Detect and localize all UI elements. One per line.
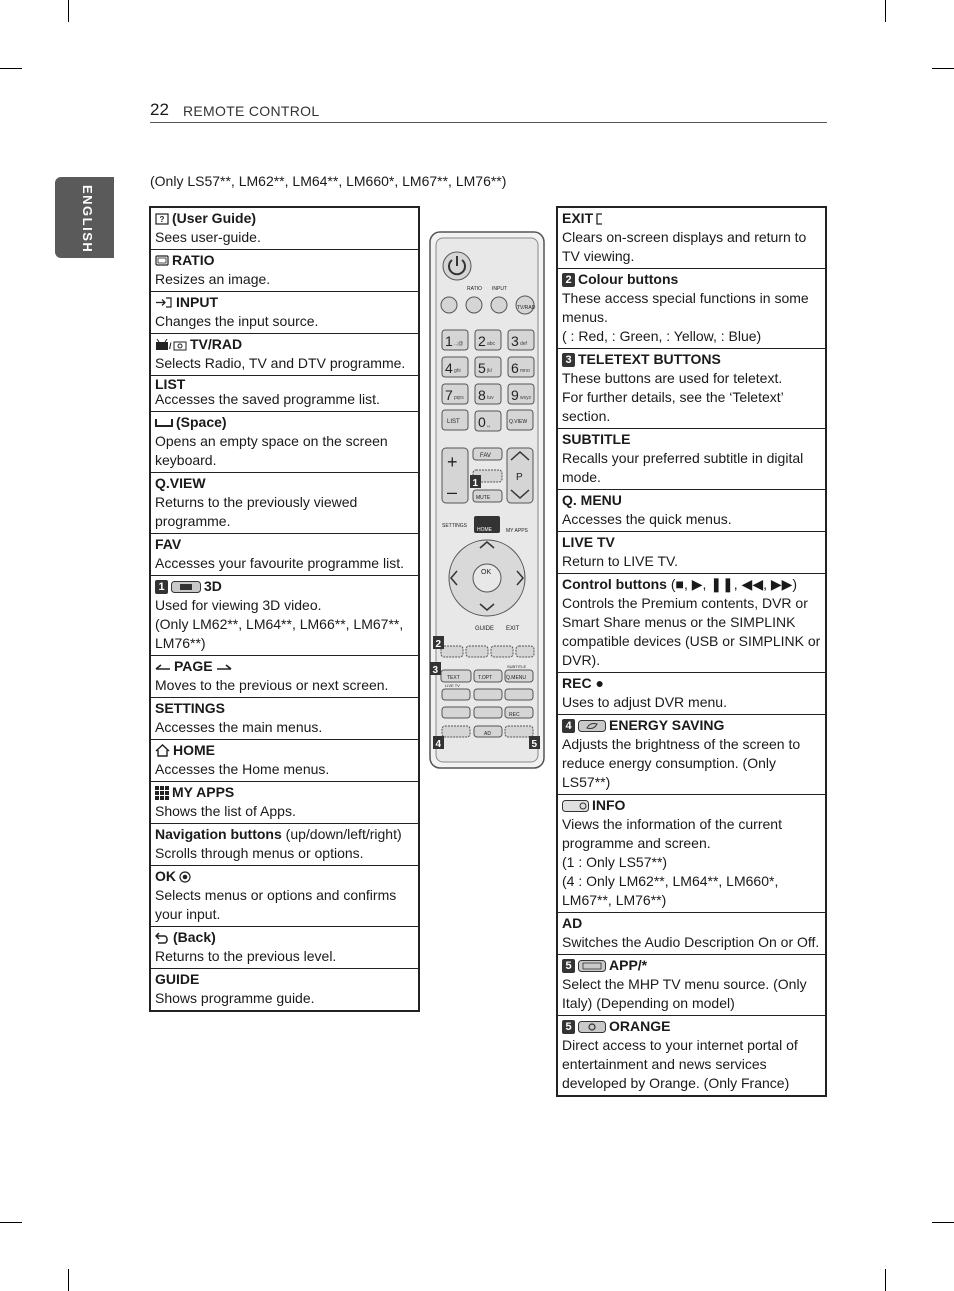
page-header	[150, 98, 827, 123]
app-button	[505, 726, 533, 737]
svg-text:4: 4	[435, 739, 442, 750]
entry-live-tv	[558, 531, 825, 573]
entry-orange	[558, 1015, 825, 1095]
entry-desc: Controls the Premium contents, DVR or Smart Share menus or the SIMPLINK compatible devices (USB or SIMPLINK or DVR).	[562, 595, 821, 668]
entry-title: ORANGE	[609, 1018, 671, 1034]
entry-desc: Accesses your favourite programme list.	[155, 555, 404, 571]
entry-desc: Accesses the Home menus.	[155, 761, 330, 777]
section-title: REMOTE CONTROL	[183, 103, 320, 119]
entry-app	[558, 954, 825, 1015]
entry-qmenu	[558, 489, 825, 531]
remote-settings-label: SETTINGS	[442, 523, 468, 529]
input-button	[491, 297, 507, 313]
crop-mark	[885, 0, 886, 22]
energy-saving-button	[442, 726, 470, 737]
entry-exit	[558, 208, 825, 268]
right-description-table	[556, 206, 827, 1097]
callout-badge: 1	[155, 580, 168, 594]
entry-desc: Select the MHP TV menu source. (Only Italy) (Depending on model)	[562, 976, 807, 1011]
rewind-button	[442, 707, 470, 718]
svg-text:3: 3	[432, 665, 439, 676]
remote-mute-label: MUTE	[476, 495, 491, 501]
entry-title: INFO	[592, 797, 626, 813]
entry-title: ENERGY SAVING	[609, 717, 725, 733]
entry-desc: Used for viewing 3D video. (Only LM62**, LM64**, LM66**, LM67**, LM76**)	[155, 597, 404, 651]
entry-energy-saving	[558, 714, 825, 794]
entry-desc: Resizes an image.	[155, 271, 271, 287]
svg-text:?: ?	[159, 214, 165, 224]
entry-home	[151, 739, 418, 781]
ratio-icon	[155, 255, 169, 266]
number-key-digit: 2	[478, 333, 486, 349]
number-key-letters: tuv	[487, 395, 494, 401]
entry-desc: These access special functions in some menus. ( : Red, : Green, : Yellow, : Blue)	[562, 290, 809, 344]
crop-mark	[885, 1269, 886, 1291]
entry-desc: Shows the list of Apps.	[155, 803, 296, 819]
entry-title: Q. MENU	[562, 492, 622, 508]
entry-desc: Opens an empty space on the screen keyboard.	[155, 433, 388, 468]
entry-colour-buttons	[558, 268, 825, 348]
number-key-letters: .,;@	[454, 341, 464, 347]
entry-desc: Uses to adjust DVR menu.	[562, 694, 727, 710]
remote-myapps-label: MY APPS	[506, 528, 528, 534]
entry-title: TV/RAD	[190, 336, 243, 352]
entry-subtitle	[558, 428, 825, 489]
entry-title: LIST	[155, 376, 186, 392]
callout-badge: 5	[562, 959, 575, 973]
user-guide-button	[441, 297, 457, 313]
number-key-letters: ghi	[454, 368, 461, 374]
number-key-letters: ␣	[487, 422, 491, 428]
entry-desc: Views the information of the current programme and screen. (1 : Only LS57**) (4 : Only LM62**, LM64**, LM660*, LM67**, LM76**)	[562, 816, 782, 908]
entry-desc: Accesses the quick menus.	[562, 511, 732, 527]
number-key-letters: wxyz	[520, 395, 532, 401]
entry-title: Colour buttons	[578, 271, 679, 287]
entry-title: RATIO	[172, 252, 215, 268]
my-apps-icon	[155, 786, 169, 800]
app-icon	[578, 960, 606, 972]
colour-buttons	[441, 646, 534, 657]
entry-desc: Selects Radio, TV and DTV programme.	[155, 355, 406, 371]
entry-desc: Accesses the main menus.	[155, 719, 323, 735]
remote-list-label: LIST	[447, 419, 460, 425]
number-key-digit: 4	[445, 360, 453, 376]
play-button	[474, 689, 502, 700]
entry-title: FAV	[155, 536, 182, 552]
callout-badge: 5	[562, 1020, 575, 1034]
left-description-table	[149, 206, 420, 1012]
remote-badge-5	[529, 736, 540, 750]
entry-rec	[558, 672, 825, 714]
power-button	[443, 252, 471, 280]
number-key-digit: 0	[478, 414, 486, 430]
entry-desc: Switches the Audio Description On or Off.	[562, 934, 820, 950]
entry-desc: Accesses the saved programme list.	[155, 391, 380, 407]
entry-guide	[151, 968, 418, 1010]
entry-ratio	[151, 249, 418, 291]
remote-home-label: HOME	[477, 527, 492, 533]
entry-title-suffix: (■, ▶, ❚❚, ◀◀, ▶▶)	[666, 576, 798, 592]
3d-icon	[171, 581, 201, 593]
remote-tvrad-label: TV/RAD	[517, 305, 536, 311]
input-icon	[155, 297, 173, 308]
volume-up-icon: +	[447, 452, 458, 472]
number-key-digit: 6	[511, 360, 519, 376]
remote-livetv-label: LIVE TV	[445, 683, 460, 688]
remote-ok-label: OK	[481, 569, 492, 576]
crop-mark	[68, 1269, 69, 1291]
number-key-digit: 8	[478, 387, 486, 403]
number-key-digit: 3	[511, 333, 519, 349]
entry-desc: Returns to the previously viewed programme.	[155, 494, 358, 529]
pause-button	[505, 689, 533, 700]
entry-desc: Moves to the previous or next screen.	[155, 677, 389, 693]
callout-badge: 2	[562, 273, 575, 287]
number-key-digit: 7	[445, 387, 453, 403]
entry-myapps	[151, 781, 418, 823]
models-note: (Only LS57**, LM62**, LM64**, LM660*, LM67**, LM76**)	[150, 173, 507, 189]
remote-p-label: P	[516, 472, 523, 483]
number-key-letters: mno	[520, 368, 530, 374]
entry-title: TELETEXT BUTTONS	[578, 351, 721, 367]
entry-tvrad	[151, 333, 418, 375]
entry-qview	[151, 472, 418, 533]
energy-saving-icon	[578, 720, 606, 732]
svg-text:2: 2	[435, 639, 442, 650]
entry-title: PAGE	[174, 658, 213, 674]
entry-ok	[151, 865, 418, 926]
entry-desc: Scrolls through menus or options.	[155, 845, 364, 861]
entry-teletext	[558, 348, 825, 428]
number-key-letters: jkl	[487, 368, 492, 374]
entry-title: APP/*	[609, 957, 648, 973]
page-prev-icon	[155, 663, 171, 671]
entry-navigation	[151, 823, 418, 865]
crop-mark	[932, 68, 954, 69]
entry-settings	[151, 697, 418, 739]
space-icon	[155, 418, 173, 428]
entry-desc: Recalls your preferred subtitle in digital mode.	[562, 450, 804, 485]
stop-button	[442, 689, 470, 700]
orange-at-icon	[578, 1021, 606, 1033]
number-key-letters: pqrs	[454, 395, 464, 401]
volume-down-icon: –	[447, 482, 458, 502]
remote-subtitle-label: SUBTITLE	[507, 664, 527, 669]
entry-fav	[151, 533, 418, 575]
svg-text:5: 5	[531, 739, 538, 750]
exit-icon	[596, 213, 604, 225]
callout-badge: 4	[562, 719, 575, 733]
fast-forward-button	[474, 707, 502, 718]
remote-qview-label: Q.VIEW	[509, 419, 528, 425]
crop-mark	[932, 1222, 954, 1223]
remote-rec-label: REC	[509, 712, 520, 718]
language-tab	[55, 177, 114, 258]
back-icon	[155, 932, 170, 944]
remote-badge-2	[433, 636, 444, 650]
crop-mark	[0, 1222, 22, 1223]
entry-title-suffix: (up/down/left/right)	[281, 826, 402, 842]
entry-desc: Direct access to your internet portal of entertainment and news services developed by Orange. (Only France)	[562, 1037, 798, 1091]
remote-text-label: TEXT	[447, 675, 460, 681]
entry-control-buttons	[558, 573, 825, 672]
entry-desc: Changes the input source.	[155, 313, 319, 329]
remote-ratio-label: RATIO	[467, 286, 482, 292]
entry-title: EXIT	[562, 210, 594, 226]
remote-exit-label: EXIT	[506, 626, 520, 632]
ok-icon	[179, 871, 191, 883]
entry-back	[151, 926, 418, 968]
svg-text:/: /	[169, 340, 172, 351]
entry-title: OK	[155, 868, 176, 884]
entry-title: (User Guide)	[172, 210, 257, 226]
page-next-icon	[216, 663, 232, 671]
remote-input-label: INPUT	[492, 286, 507, 292]
entry-info	[558, 794, 825, 912]
callout-badge: 3	[562, 353, 575, 367]
remote-badge-4	[433, 736, 444, 750]
entry-title: MY APPS	[172, 784, 235, 800]
entry-title: GUIDE	[155, 971, 200, 987]
entry-title: (Space)	[176, 414, 227, 430]
number-key-letters: def	[520, 341, 527, 347]
entry-3d	[151, 575, 418, 655]
entry-page	[151, 655, 418, 697]
remote-control-illustration	[428, 230, 546, 770]
entry-title: 3D	[204, 578, 222, 594]
number-key-digit: 9	[511, 387, 519, 403]
entry-list	[151, 375, 418, 411]
entry-desc: Return to LIVE TV.	[562, 553, 678, 569]
entry-title: Control buttons	[562, 576, 667, 592]
remote-ad-label: AD	[484, 731, 491, 737]
remote-badge-3	[430, 662, 441, 676]
svg-text:1: 1	[472, 478, 479, 489]
remote-topt-label: T.OPT	[478, 675, 493, 681]
entry-title: AD	[562, 915, 583, 931]
entry-title: Q.VIEW	[155, 475, 206, 491]
tv-radio-icon	[155, 339, 187, 351]
entry-title: LIVE TV	[562, 534, 615, 550]
number-key-digit: 5	[478, 360, 486, 376]
remote-qmenu-label: Q.MENU	[506, 675, 526, 681]
remote-guide-label: GUIDE	[475, 626, 495, 632]
language-tab-label: ENGLISH	[80, 185, 95, 254]
entry-title: REC ●	[562, 675, 604, 691]
entry-ad	[558, 912, 825, 954]
entry-title: (Back)	[173, 929, 216, 945]
remote-badge-1	[470, 475, 481, 489]
ratio-button	[466, 297, 482, 313]
entry-desc: These buttons are used for teletext. For further details, see the ‘Teletext’ section.	[562, 370, 784, 424]
entry-desc: Adjusts the brightness of the screen to reduce energy consumption. (Only LS57**)	[562, 736, 801, 790]
entry-input	[151, 291, 418, 333]
entry-user-guide	[151, 208, 418, 249]
crop-mark	[68, 0, 69, 22]
page-number: 22	[150, 100, 169, 119]
user-guide-icon	[155, 213, 169, 225]
entry-title: INPUT	[176, 294, 218, 310]
home-icon	[155, 744, 170, 757]
entry-title: SETTINGS	[155, 700, 226, 716]
entry-desc: Selects menus or options and confirms your input.	[155, 887, 397, 922]
info-icon	[562, 800, 589, 812]
number-key-letters: abc	[487, 341, 496, 347]
entry-title: HOME	[173, 742, 215, 758]
entry-desc: Sees user-guide.	[155, 229, 261, 245]
entry-title: Navigation buttons	[155, 826, 282, 842]
entry-desc: Shows programme guide.	[155, 990, 315, 1006]
number-key-digit: 1	[445, 333, 453, 349]
entry-desc: Clears on-screen displays and return to TV viewing.	[562, 229, 807, 264]
entry-desc: Returns to the previous level.	[155, 948, 337, 964]
entry-title: SUBTITLE	[562, 431, 631, 447]
remote-fav-label: FAV	[480, 453, 491, 459]
crop-mark	[0, 68, 22, 69]
entry-space	[151, 411, 418, 472]
